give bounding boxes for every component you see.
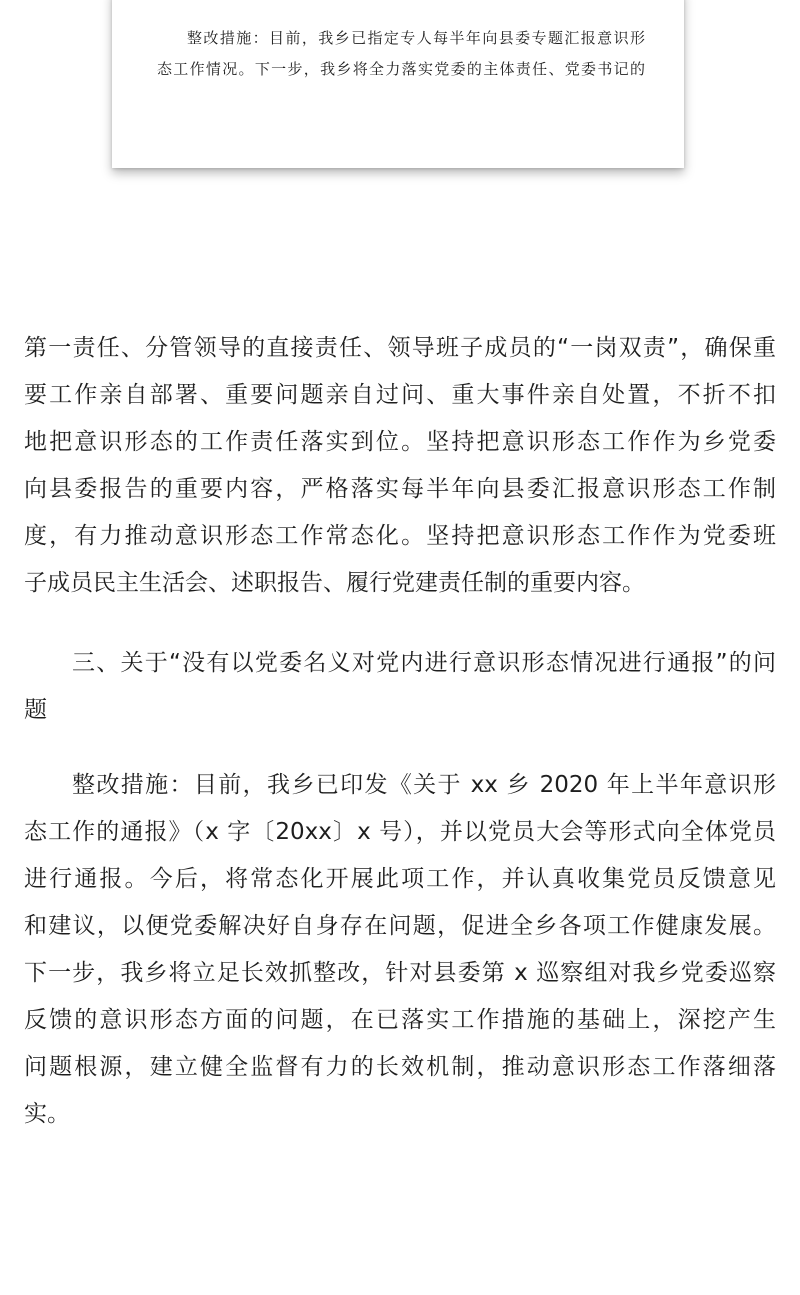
- text-line: 问题根源，建立健全监督有力的长效机制，推动意识形态工作落细落: [24, 1054, 776, 1080]
- card-line: 态工作情况。下一步，我乡将全力落实党委的主体责任、党委书记的: [157, 60, 645, 78]
- text-line: 子成员民主生活会、述职报告、履行党建责任制的重要内容。: [24, 570, 645, 596]
- text-line: 整改措施：目前，我乡已印发《关于 xx 乡 2020 年上半年意识形: [72, 772, 776, 798]
- text-line: 向县委报告的重要内容，严格落实每半年向县委汇报意识形态工作制: [24, 476, 776, 502]
- text-line: 要工作亲自部署、重要问题亲自过问、重大事件亲自处置，不折不扣: [24, 382, 776, 408]
- section-heading-three: [24, 640, 776, 734]
- heading-line: 三、关于“没有以党委名义对党内进行意识形态情况进行通报”的问: [72, 650, 776, 676]
- paragraph-rectification: [24, 762, 776, 1138]
- text-line: 地把意识形态的工作责任落实到位。坚持把意识形态工作作为乡党委: [24, 429, 776, 455]
- text-line: 度，有力推动意识形态工作常态化。坚持把意识形态工作作为党委班: [24, 523, 776, 549]
- text-line: 和建议，以便党委解决好自身存在问题，促进全乡各项工作健康发展。: [24, 913, 776, 939]
- text-line: 反馈的意识形态方面的问题，在已落实工作措施的基础上，深挖产生: [24, 1007, 776, 1033]
- text-line: 第一责任、分管领导的直接责任、领导班子成员的“一岗双责”，确保重: [24, 335, 776, 361]
- text-line: 进行通报。今后，将常态化开展此项工作，并认真收集党员反馈意见: [24, 866, 776, 892]
- text-line: 下一步，我乡将立足长效抓整改，针对县委第 x 巡察组对我乡党委巡察: [24, 960, 776, 986]
- card-paragraph: [157, 23, 645, 85]
- text-line: 态工作的通报》（x 字〔20xx〕x 号），并以党员大会等形式向全体党员: [24, 819, 776, 845]
- paragraph-responsibility: [24, 325, 776, 607]
- card-line: 整改措施：目前，我乡已指定专人每半年向县委专题汇报意识形: [187, 29, 645, 47]
- preview-card: [112, 0, 684, 168]
- text-line: 实。: [24, 1101, 70, 1127]
- heading-line: 题: [24, 697, 47, 723]
